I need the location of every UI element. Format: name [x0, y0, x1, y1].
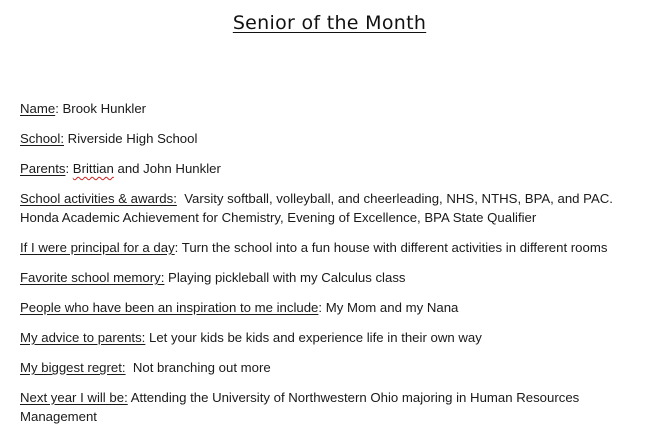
- entry-label: Next year I will be:: [20, 390, 128, 405]
- entry-value: Let your kids be kids and experience life in their own way: [149, 330, 482, 345]
- profile-entries: [20, 99, 645, 437]
- entry-label: School activities & awards:: [20, 191, 177, 206]
- entry-parents: [20, 159, 645, 178]
- entry-value: and John Hunkler: [113, 161, 221, 176]
- entry-value: Riverside High School: [67, 131, 198, 146]
- entry-principal: [20, 238, 645, 257]
- entry-label: People who have been an inspiration to me include: [20, 300, 319, 315]
- entry-next-year: [20, 388, 645, 426]
- entry-value: Not branching out more: [132, 360, 271, 375]
- entry-value: Varsity softball, volleyball, and cheerleading, NHS, NTHS, BPA, and PAC. Honda Academic Achievement for Chemistry, Evening of Excellence, BPA State Qualifier: [20, 191, 613, 225]
- entry-label: If I were principal for a day: [20, 240, 175, 255]
- entry-separator: :: [174, 240, 182, 255]
- entry-value: Brook Hunkler: [62, 101, 147, 116]
- entry-separator: :: [65, 161, 73, 176]
- entry-label: My biggest regret:: [20, 360, 126, 375]
- page-title: Senior of the Month: [232, 12, 427, 34]
- misspelled-word: Brittian: [72, 161, 114, 176]
- entry-label: My advice to parents:: [20, 330, 146, 345]
- entry-name: [20, 99, 645, 118]
- entry-separator: :: [55, 101, 63, 116]
- entry-activities: [20, 189, 645, 227]
- entry-label: Parents: [20, 161, 66, 176]
- entry-value: Playing pickleball with my Calculus class: [168, 270, 406, 285]
- entry-inspiration: [20, 298, 645, 317]
- entry-advice: [20, 328, 645, 347]
- entry-memory: [20, 268, 645, 287]
- entry-regret: [20, 358, 645, 377]
- entry-value: My Mom and my Nana: [325, 300, 459, 315]
- entry-separator: :: [318, 300, 326, 315]
- entry-label: Favorite school memory:: [20, 270, 165, 285]
- entry-value: Turn the school into a fun house with different activities in different rooms: [181, 240, 608, 255]
- entry-label: School:: [20, 131, 64, 146]
- entry-school: [20, 129, 645, 148]
- entry-label: Name: [20, 101, 56, 116]
- entry-value: Attending the University of Northwestern Ohio majoring in Human Resources Management: [20, 390, 580, 424]
- entry-separator: [126, 360, 133, 375]
